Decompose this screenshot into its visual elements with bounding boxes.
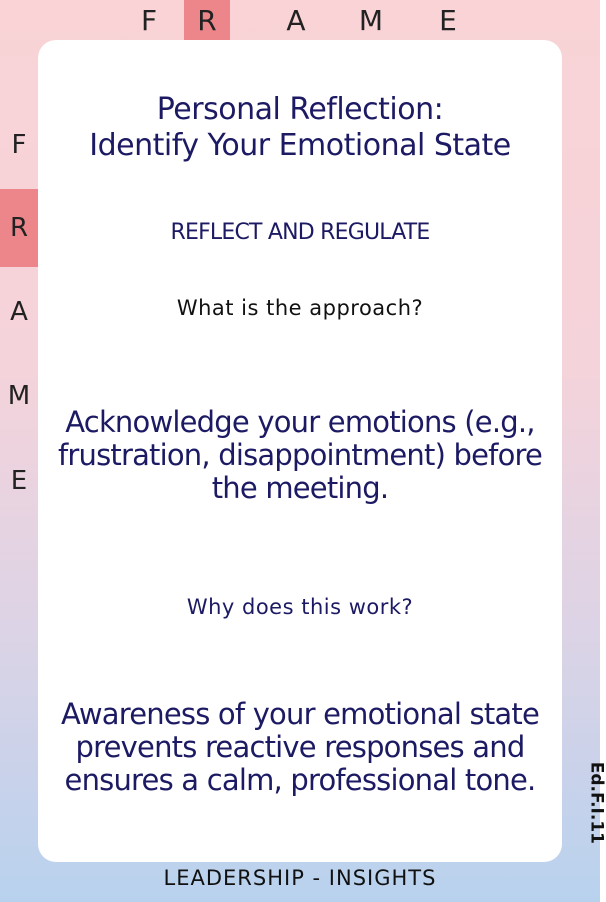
frame-top-letter-r: R (184, 0, 230, 40)
reflection-card (38, 40, 562, 862)
footer-brand: LEADERSHIP - INSIGHTS (163, 866, 437, 890)
frame-side-letter-m: M (7, 381, 31, 411)
frame-top-letter-f: F (140, 3, 158, 37)
card-code: Ed.F.I.11 (586, 761, 606, 844)
card-category: REFLECT AND REGULATE (170, 220, 430, 245)
frame-side-letter-r: R (0, 189, 38, 267)
approach-question: What is the approach? (176, 296, 424, 320)
why-answer: Awareness of your emotional state prevents reactive responses and ensures a calm, professional tone. (60, 697, 540, 797)
frame-side-letter-e: E (10, 466, 28, 496)
frame-side-letter-a: A (10, 297, 28, 327)
card-title (38, 92, 562, 164)
why-question: Why does this work? (186, 595, 414, 619)
card-title-line2: Identify Your Emotional State (89, 128, 511, 163)
approach-answer: Acknowledge your emotions (e.g., frustration, disappointment) before the meeting. (57, 405, 543, 505)
frame-side-letter-f: F (11, 130, 27, 160)
frame-top-letter-a: A (286, 3, 306, 37)
card-title-line1: Personal Reflection: (156, 92, 444, 127)
frame-top-letter-e: E (439, 3, 457, 37)
frame-top-letter-m: M (358, 3, 384, 37)
